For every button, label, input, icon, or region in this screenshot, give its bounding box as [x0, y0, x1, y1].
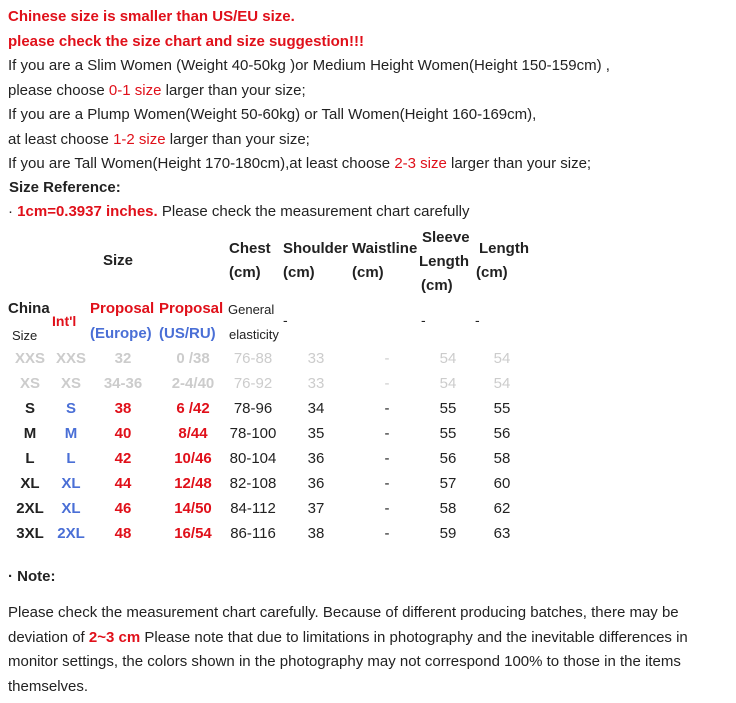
cell-shoulder: 33 — [307, 375, 325, 392]
size-reference-title: Size Reference: — [9, 179, 121, 196]
header-length-unit: (cm) — [476, 264, 508, 281]
cell-length: 54 — [493, 375, 511, 392]
cell-eu: 44 — [114, 475, 132, 492]
advice-highlight: 2-3 size — [394, 155, 447, 172]
bullet: · — [8, 203, 18, 220]
cell-china: XS — [19, 375, 40, 392]
cell-chest: 76-88 — [233, 350, 273, 367]
headline-check-chart: please check the size chart and size suggestion!!! — [8, 33, 364, 50]
cell-chest: 86-116 — [230, 525, 276, 542]
advice-text: please choose — [8, 82, 109, 99]
cell-shoulder: 35 — [307, 425, 325, 442]
header-sleeve-length: Length — [419, 253, 469, 270]
header-shoulder: Shoulder — [283, 240, 349, 257]
subheader-intl: Int'l — [52, 313, 77, 329]
cell-waist: - — [384, 475, 390, 492]
cell-eu: 32 — [114, 350, 132, 367]
cell-length: 58 — [493, 450, 511, 467]
cell-us: 14/50 — [174, 500, 212, 517]
cell-china: S — [24, 400, 35, 417]
cell-eu: 46 — [114, 500, 132, 517]
cell-us: 2-4/40 — [171, 375, 215, 392]
subheader-proposal-us: Proposal — [159, 300, 224, 317]
advice-plump: If you are a Plump Women(Weight 50-60kg) or Tall Women(Height 160-169cm), — [8, 106, 537, 123]
header-sleeve-unit: (cm) — [421, 277, 453, 294]
advice-text: larger than your size; — [161, 82, 306, 99]
cell-us: 6 /42 — [176, 400, 210, 417]
header-waistline-unit: (cm) — [352, 264, 384, 281]
advice-highlight: 1-2 size — [113, 131, 166, 148]
cell-intl: XS — [60, 375, 81, 392]
cell-length: 62 — [493, 500, 511, 517]
advice-plump-choose — [8, 129, 310, 151]
cell-waist: - — [384, 425, 390, 442]
subheader-china: China — [8, 300, 50, 317]
cell-waist: - — [384, 350, 390, 367]
cell-chest: 82-108 — [229, 475, 277, 492]
subheader-length-dash: - — [475, 312, 480, 328]
cell-eu: 34-36 — [103, 375, 143, 392]
cell-us: 0 /38 — [176, 350, 210, 367]
cell-sleeve: 57 — [439, 475, 457, 492]
advice-slim-choose — [8, 80, 306, 102]
note-title: · Note: — [8, 568, 56, 585]
cell-length: 55 — [493, 400, 511, 417]
cell-shoulder: 36 — [307, 450, 325, 467]
cell-eu: 48 — [114, 525, 132, 542]
cell-waist: - — [384, 450, 390, 467]
subheader-europe: (Europe) — [90, 325, 152, 342]
conversion-highlight: 1cm=0.3937 inches. — [17, 203, 158, 220]
cell-shoulder: 36 — [307, 475, 325, 492]
cell-shoulder: 37 — [307, 500, 325, 517]
cell-chest: 78-96 — [233, 400, 273, 417]
cell-china: XL — [20, 475, 40, 492]
cell-waist: - — [384, 400, 390, 417]
cell-us: 16/54 — [174, 525, 212, 542]
subheader-china-size: Size — [12, 328, 38, 343]
subheader-usru: (US/RU) — [159, 325, 216, 342]
cell-length: 56 — [493, 425, 511, 442]
cell-china: XXS — [14, 350, 45, 367]
cell-sleeve: 54 — [439, 350, 457, 367]
subheader-shoulder-dash: - — [283, 312, 288, 328]
cell-intl: S — [65, 400, 76, 417]
header-size: Size — [103, 252, 134, 269]
cell-shoulder: 34 — [307, 400, 325, 417]
cell-chest: 84-112 — [230, 500, 276, 517]
header-chest-unit: (cm) — [229, 264, 261, 281]
cell-sleeve: 56 — [439, 450, 457, 467]
cell-intl: XXS — [55, 350, 86, 367]
cell-chest: 78-100 — [229, 425, 277, 442]
cell-eu: 38 — [114, 400, 132, 417]
header-shoulder-unit: (cm) — [283, 264, 315, 281]
conversion-text: Please check the measurement chart carefully — [157, 203, 470, 220]
cell-sleeve: 55 — [439, 400, 457, 417]
note-text: Please check the measurement chart carefully. Because of different producing batches, there may be deviation of — [8, 604, 679, 646]
header-sleeve: Sleeve — [422, 229, 470, 246]
note-highlight: 2~3 cm — [88, 628, 141, 646]
subheader-elasticity: elasticity — [229, 327, 279, 342]
cell-intl: XL — [61, 475, 81, 492]
cell-eu: 40 — [114, 425, 132, 442]
headline-size-warning: Chinese size is smaller than US/EU size. — [8, 8, 295, 25]
cell-us: 12/48 — [174, 475, 212, 492]
cell-intl: M — [64, 425, 78, 442]
cell-waist: - — [384, 500, 390, 517]
conversion-note — [8, 201, 470, 223]
cell-intl: XL — [61, 500, 81, 517]
cell-us: 8/44 — [178, 425, 208, 442]
cell-waist: - — [384, 525, 390, 542]
advice-text: at least choose — [8, 131, 114, 148]
advice-text: larger than your size; — [165, 131, 310, 148]
cell-sleeve: 54 — [439, 375, 457, 392]
advice-tall — [8, 153, 591, 175]
cell-shoulder: 38 — [307, 525, 325, 542]
advice-slim: If you are a Slim Women (Weight 40-50kg )or Medium Height Women(Height 150-159cm) , — [8, 57, 610, 74]
subheader-proposal-eu: Proposal — [90, 300, 155, 317]
cell-intl: L — [66, 450, 76, 467]
cell-length: 63 — [493, 525, 511, 542]
cell-china: L — [25, 450, 35, 467]
cell-sleeve: 59 — [439, 525, 457, 542]
cell-waist: - — [384, 375, 390, 392]
cell-us: 10/46 — [174, 450, 212, 467]
cell-china: M — [23, 425, 37, 442]
cell-length: 60 — [493, 475, 511, 492]
header-waistline: Waistline — [352, 240, 418, 257]
cell-china: 3XL — [16, 525, 44, 542]
advice-text: larger than your size; — [446, 155, 592, 172]
note-text: Please note that due to limitations in photography and the inevitable differences in monitor settings, the colors shown in the photography may not correspond 100% to those in the items themselves. — [8, 628, 688, 695]
cell-shoulder: 33 — [307, 350, 325, 367]
header-chest: Chest — [229, 240, 271, 257]
note-paragraph — [8, 601, 728, 699]
advice-text: If you are Tall Women(Height 170-180cm),at least choose — [8, 155, 395, 172]
cell-sleeve: 55 — [439, 425, 457, 442]
cell-eu: 42 — [114, 450, 132, 467]
advice-highlight: 0-1 size — [108, 82, 162, 99]
cell-intl: 2XL — [57, 525, 85, 542]
subheader-sleeve-dash: - — [421, 312, 426, 328]
header-length: Length — [479, 240, 529, 257]
cell-chest: 76-92 — [233, 375, 273, 392]
subheader-general: General — [228, 302, 275, 317]
cell-sleeve: 58 — [439, 500, 457, 517]
cell-chest: 80-104 — [229, 450, 277, 467]
cell-length: 54 — [493, 350, 511, 367]
cell-china: 2XL — [16, 500, 44, 517]
